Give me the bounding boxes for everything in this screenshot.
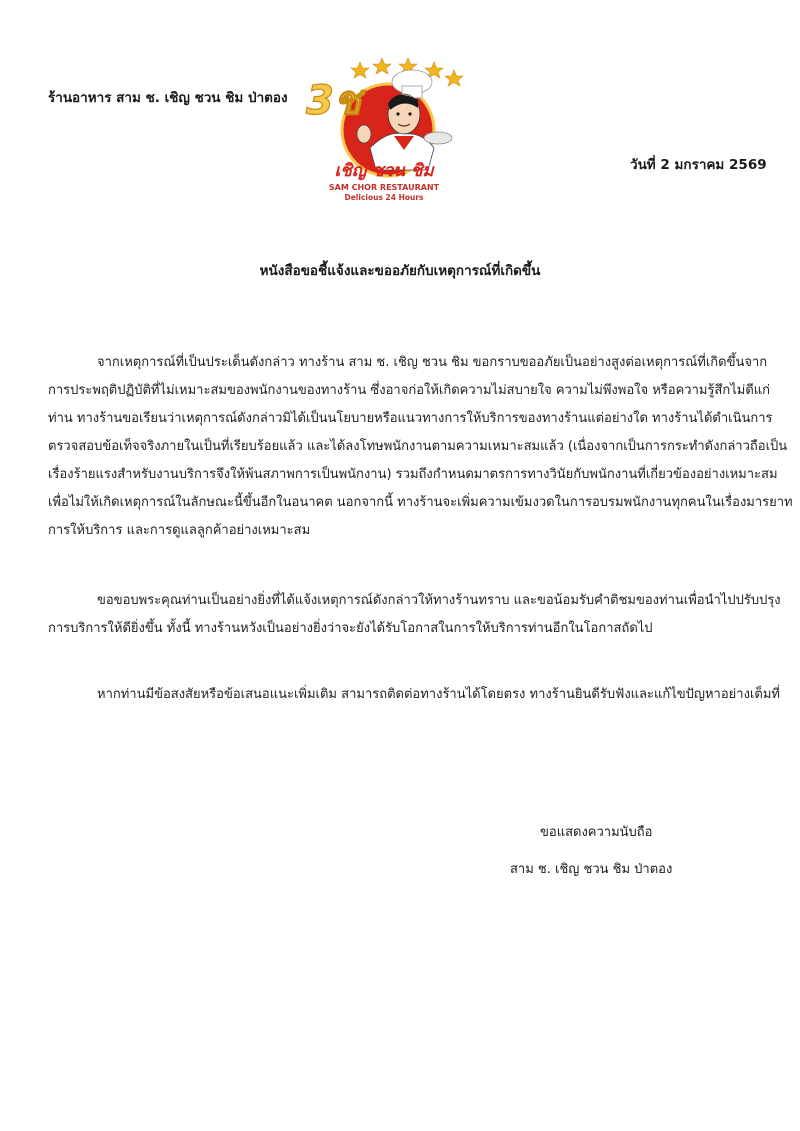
- body-line: ตรวจสอบข้อเท็จจริงภายในเป็นที่เรียบร้อยแล้ว และได้ลงโทษพนักงานตามความเหมาะสมแล้ว (เนื่องจากเป็นการกระทำดังกล่าวถือเป็น: [48, 439, 788, 454]
- sender-name: ร้านอาหาร สาม ช. เชิญ ชวน ชิม ป่าตอง: [48, 90, 288, 106]
- signature: สาม ช. เชิญ ชวน ชิม ป่าตอง: [510, 862, 673, 877]
- body-line: การบริการให้ดียิ่งขึ้น ทั้งนี้ ทางร้านหวังเป็นอย่างยิ่งว่าจะยังได้รับโอกาสในการให้บริการท่านอีกในโอกาสถัดไป: [48, 621, 653, 636]
- closing-salutation: ขอแสดงความนับถือ: [540, 825, 653, 840]
- body-line: หากท่านมีข้อสงสัยหรือข้อเสนอแนะเพิ่มเติม สามารถติดต่อทางร้านได้โดยตรง ทางร้านยินดีรับฟังและแก้ไขปัญหาอย่างเต็มที่: [97, 687, 780, 702]
- body-line: จากเหตุการณ์ที่เป็นประเด็นดังกล่าว ทางร้าน สาม ช. เชิญ ชวน ชิม ขอกราบขออภัยเป็นอย่างสูงต่อเหตุการณ์ที่เกิดขึ้นจาก: [97, 355, 768, 370]
- svg-text:SAM CHOR RESTAURANT: SAM CHOR RESTAURANT: [328, 183, 440, 192]
- svg-text:3ช: 3ช: [306, 78, 361, 124]
- body-line: การให้บริการ และการดูแลลูกค้าอย่างเหมาะสม: [48, 523, 311, 538]
- body-line: เพื่อไม่ให้เกิดเหตุการณ์ในลักษณะนี้ขึ้นอีกในอนาคต นอกจากนี้ ทางร้านจะเพิ่มความเข้มงวดในการอบรมพนักงานทุกคนในเรื่องมารยาท: [48, 495, 793, 510]
- body-line: ท่าน ทางร้านขอเรียนว่าเหตุการณ์ดังกล่าวมิได้เป็นนโยบายหรือแนวทางการให้บริการของทางร้านแต่อย่างใด ทางร้านได้ดำเนินการ: [48, 411, 773, 426]
- svg-text:เชิญ ชวน ชิม: เชิญ ชวน ชิม: [334, 161, 434, 181]
- body-line: เรื่องร้ายแรงสำหรับงานบริการจึงให้พ้นสภาพการเป็นพนักงาน) รวมถึงกำหนดมาตรการทางวินัยกับพนักงานที่เกี่ยวข้องอย่างเหมาะสม: [48, 467, 778, 482]
- body-line: การประพฤติปฏิบัติที่ไม่เหมาะสมของพนักงานของทางร้าน ซึ่งอาจก่อให้เกิดความไม่สบายใจ ความไม่พึงพอใจ หรือความรู้สึกไม่ดีแก่: [48, 383, 771, 398]
- restaurant-logo-image: [300, 52, 468, 208]
- svg-text:Delicious 24 Hours: Delicious 24 Hours: [344, 193, 424, 202]
- letter-date: วันที่ 2 มกราคม 2569: [630, 157, 767, 173]
- restaurant-logo: [300, 52, 468, 208]
- letter-subject: หนังสือขอชี้แจ้งและขออภัยกับเหตุการณ์ที่เกิดขึ้น: [259, 263, 541, 279]
- body-line: ขอขอบพระคุณท่านเป็นอย่างยิ่งที่ได้แจ้งเหตุการณ์ดังกล่าวให้ทางร้านทราบ และขอน้อมรับคำติชมของท่านเพื่อนำไปปรับปรุง: [97, 593, 781, 608]
